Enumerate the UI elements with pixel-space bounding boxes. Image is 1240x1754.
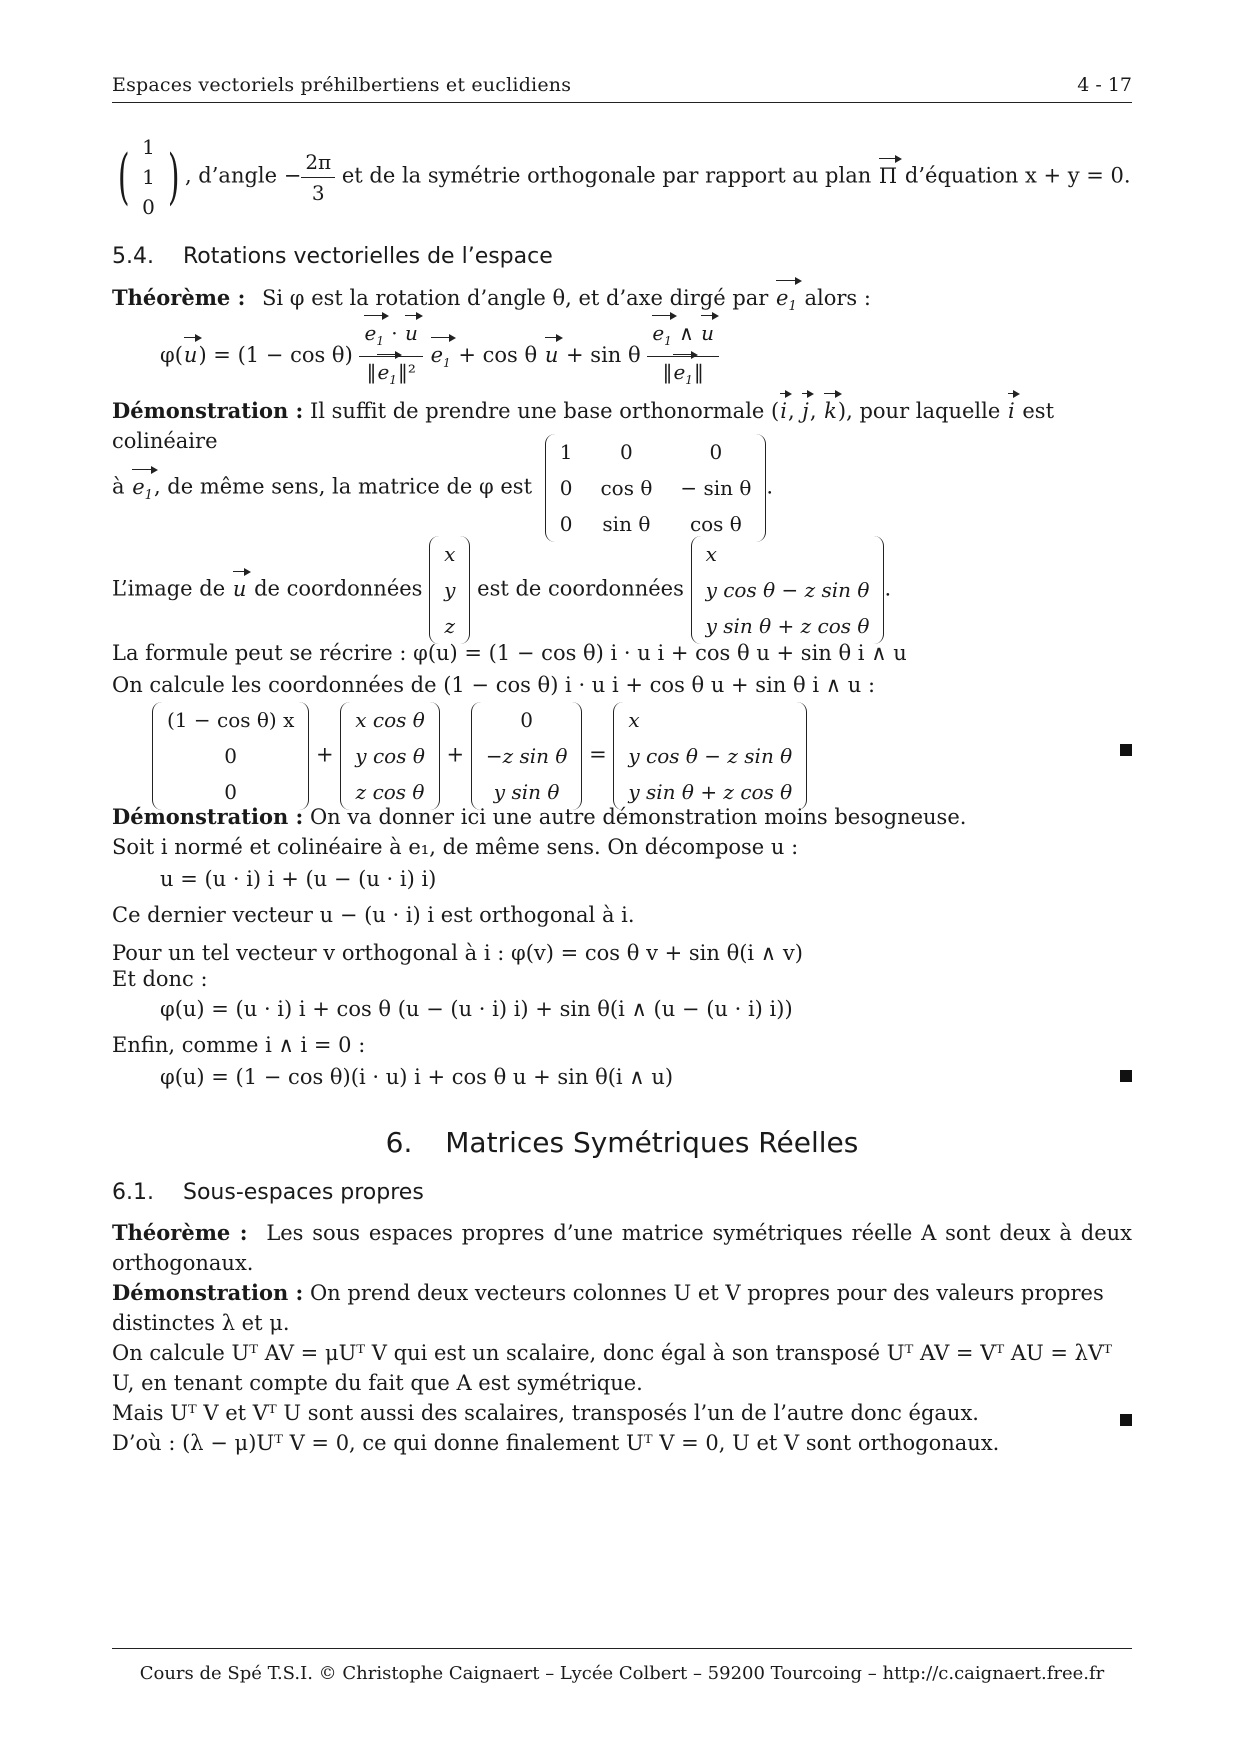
coords-vector: x y z xyxy=(429,536,470,644)
demo-text-2: , pour laquelle xyxy=(846,399,1001,423)
section-title: Matrices Symétriques Réelles xyxy=(445,1126,859,1159)
orthogonal-line: Ce dernier vecteur u − (u · i) i est orthogonal à i. xyxy=(112,903,635,927)
page-header xyxy=(112,72,1132,103)
text-a: à xyxy=(112,474,125,499)
demo-text: On va donner ici une autre démonstration moins besogneuse. xyxy=(309,805,967,829)
soit-line: Soit i normé et colinéaire à e₁, de même sens. On décompose u : xyxy=(112,835,799,859)
demo-2-line xyxy=(112,802,1132,832)
qed-mark-1 xyxy=(1120,744,1132,756)
footer-text: Cours de Spé T.S.I. © Christophe Caignaert – Lycée Colbert – 59200 Tourcoing – http://c.caignaert.free.fr xyxy=(139,1663,1105,1684)
section-number: 5.4. xyxy=(112,244,154,269)
image-vector: x y cos θ − z sin θ y sin θ + z cos θ xyxy=(691,536,885,644)
vec-2: 1 xyxy=(142,165,155,189)
rotation-matrix-line: à $e_1$, de même sens, la matrice de φ est 1 0 0 0 cos θ − sin θ 0 sin θ cos θ . xyxy=(112,434,1132,542)
page-footer xyxy=(112,1648,1132,1684)
section-5-4-heading xyxy=(112,242,1132,272)
intro-text-c: d’équation x + y = 0. xyxy=(898,163,1131,188)
section-number: 6. xyxy=(385,1126,413,1159)
image-coordinates-line: L’image de u de coordonnées x y z est de coordonnées x y cos θ − z sin θ y sin θ + z cos θ . xyxy=(112,536,1132,644)
demo-text: Il suffit de prendre une base orthonormale xyxy=(309,399,765,423)
demo-label: Démonstration : xyxy=(112,804,304,829)
et-donc-line: Et donc : xyxy=(112,967,208,991)
demo-label: Démonstration : xyxy=(112,398,304,423)
donc-formula: φ(u) = (u · i) i + cos θ (u − (u · i) i) + sin θ(i ∧ (u − (u · i) i)) xyxy=(160,997,793,1021)
rotation-matrix: 1 0 0 0 cos θ − sin θ 0 sin θ cos θ xyxy=(545,434,767,542)
compute-line: On calcule les coordonnées de (1 − cos θ) i · u i + cos θ u + sin θ i ∧ u : xyxy=(112,673,876,697)
qed-mark-2 xyxy=(1120,1070,1132,1082)
plane-symbol: Π xyxy=(878,161,898,191)
orthogonal-vector-line: Pour un tel vecteur v orthogonal à i : φ(v) = cos θ v + sin θ(i ∧ v) xyxy=(112,941,803,965)
intro-text-a: , d’angle − xyxy=(184,163,302,188)
theorem-5-4: Théorème : Si φ est la rotation d’angle θ, et d’axe dirgé par $e_1$ alors : xyxy=(112,283,1132,322)
demo-line-4: D’où : (λ − μ)Uᵀ V = 0, ce qui donne finalement Uᵀ V = 0, U et V sont orthogonaux. xyxy=(112,1431,1000,1455)
theorem-end: alors : xyxy=(804,286,871,310)
demo-line-2: On calcule Uᵀ AV = μUᵀ V qui est un scalaire, donc égal à son transposé Uᵀ AV = Vᵀ AU = λVᵀ U, en tenant compte du fait que A est symétrique. xyxy=(112,1341,1112,1395)
demo-label: Démonstration : xyxy=(112,1280,304,1305)
theorem-6-1 xyxy=(112,1218,1132,1278)
section-title: Sous-espaces propres xyxy=(182,1180,424,1205)
rewrite-line: La formule peut se récrire : φ(u) = (1 − cos θ) i · u i + cos θ u + sin θ i ∧ u xyxy=(112,641,907,665)
page-number: 4 - 17 xyxy=(1077,74,1132,96)
enfin-line: Enfin, comme i ∧ i = 0 : xyxy=(112,1033,366,1057)
text-a: L’image de xyxy=(112,576,226,601)
qed-mark-3 xyxy=(1120,1414,1132,1426)
intro-line xyxy=(112,132,1132,222)
final-formula: φ(u) = (1 − cos θ)(i · u) i + cos θ u + sin θ(i ∧ u) xyxy=(160,1065,674,1089)
section-6-1-heading xyxy=(112,1178,1132,1208)
section-title: Rotations vectorielles de l’espace xyxy=(182,244,553,269)
decomposition-formula: u = (u · i) i + (u − (u · i) i) xyxy=(160,867,437,891)
demo-6-1 xyxy=(112,1278,1132,1458)
theorem-label: Théorème : xyxy=(112,285,246,310)
section-number: 6.1. xyxy=(112,1180,154,1205)
vec-3: 0 xyxy=(142,195,155,219)
intro-vector: ( 1 1 0 ) xyxy=(112,132,185,222)
section-6-heading xyxy=(112,1128,1132,1158)
header-title: Espaces vectoriels préhilbertiens et euclidiens xyxy=(112,74,572,96)
demo-line-1: On prend deux vecteurs colonnes U et V propres pour des valeurs propres distinctes λ et μ. xyxy=(112,1281,1104,1335)
rotation-formula: φ(u) = (1 − cos θ) $\frac{e_1 \cdot u}{‖e_1‖^2}$ $e_1 + \cos \theta$ u + sin θ $\frac{e_1 \wedge u}{‖e_1‖}$ xyxy=(112,318,1180,395)
theorem-text: Si φ est la rotation d’angle θ, et d’axe dirgé par xyxy=(262,286,769,310)
demo-text-3: est colinéaire xyxy=(112,399,1055,453)
demo-1-line: Démonstration : Il suffit de prendre une base orthonormale (i, j, k), pour laquelle i est colinéaire xyxy=(112,398,1055,453)
text-c: est de coordonnées xyxy=(477,576,684,601)
theorem-label: Théorème : xyxy=(112,1220,248,1245)
sum-equation: (1 − cos θ) x 0 0 + x cos θ y cos θ z cos θ + 0 −z sin θ y sin θ = x y cos θ − z sin θ y sin θ + z cos θ xyxy=(152,702,1172,810)
text-b: de coordonnées xyxy=(254,576,423,601)
document-page xyxy=(112,0,1132,1754)
demo-line-3: Mais Uᵀ V et Vᵀ U sont aussi des scalaires, transposés l’un de l’autre donc égaux. xyxy=(112,1401,979,1425)
text-b: , de même sens, la matrice de φ est xyxy=(153,474,533,499)
vec-1: 1 xyxy=(142,135,155,159)
angle-fraction: $\frac{2\pi}{3}$ xyxy=(301,147,335,208)
theorem-text: Les sous espaces propres d’une matrice symétriques réelle A sont deux à deux orthogonaux. xyxy=(112,1221,1132,1275)
intro-text-b: et de la symétrie orthogonale par rapport au plan xyxy=(335,163,878,188)
